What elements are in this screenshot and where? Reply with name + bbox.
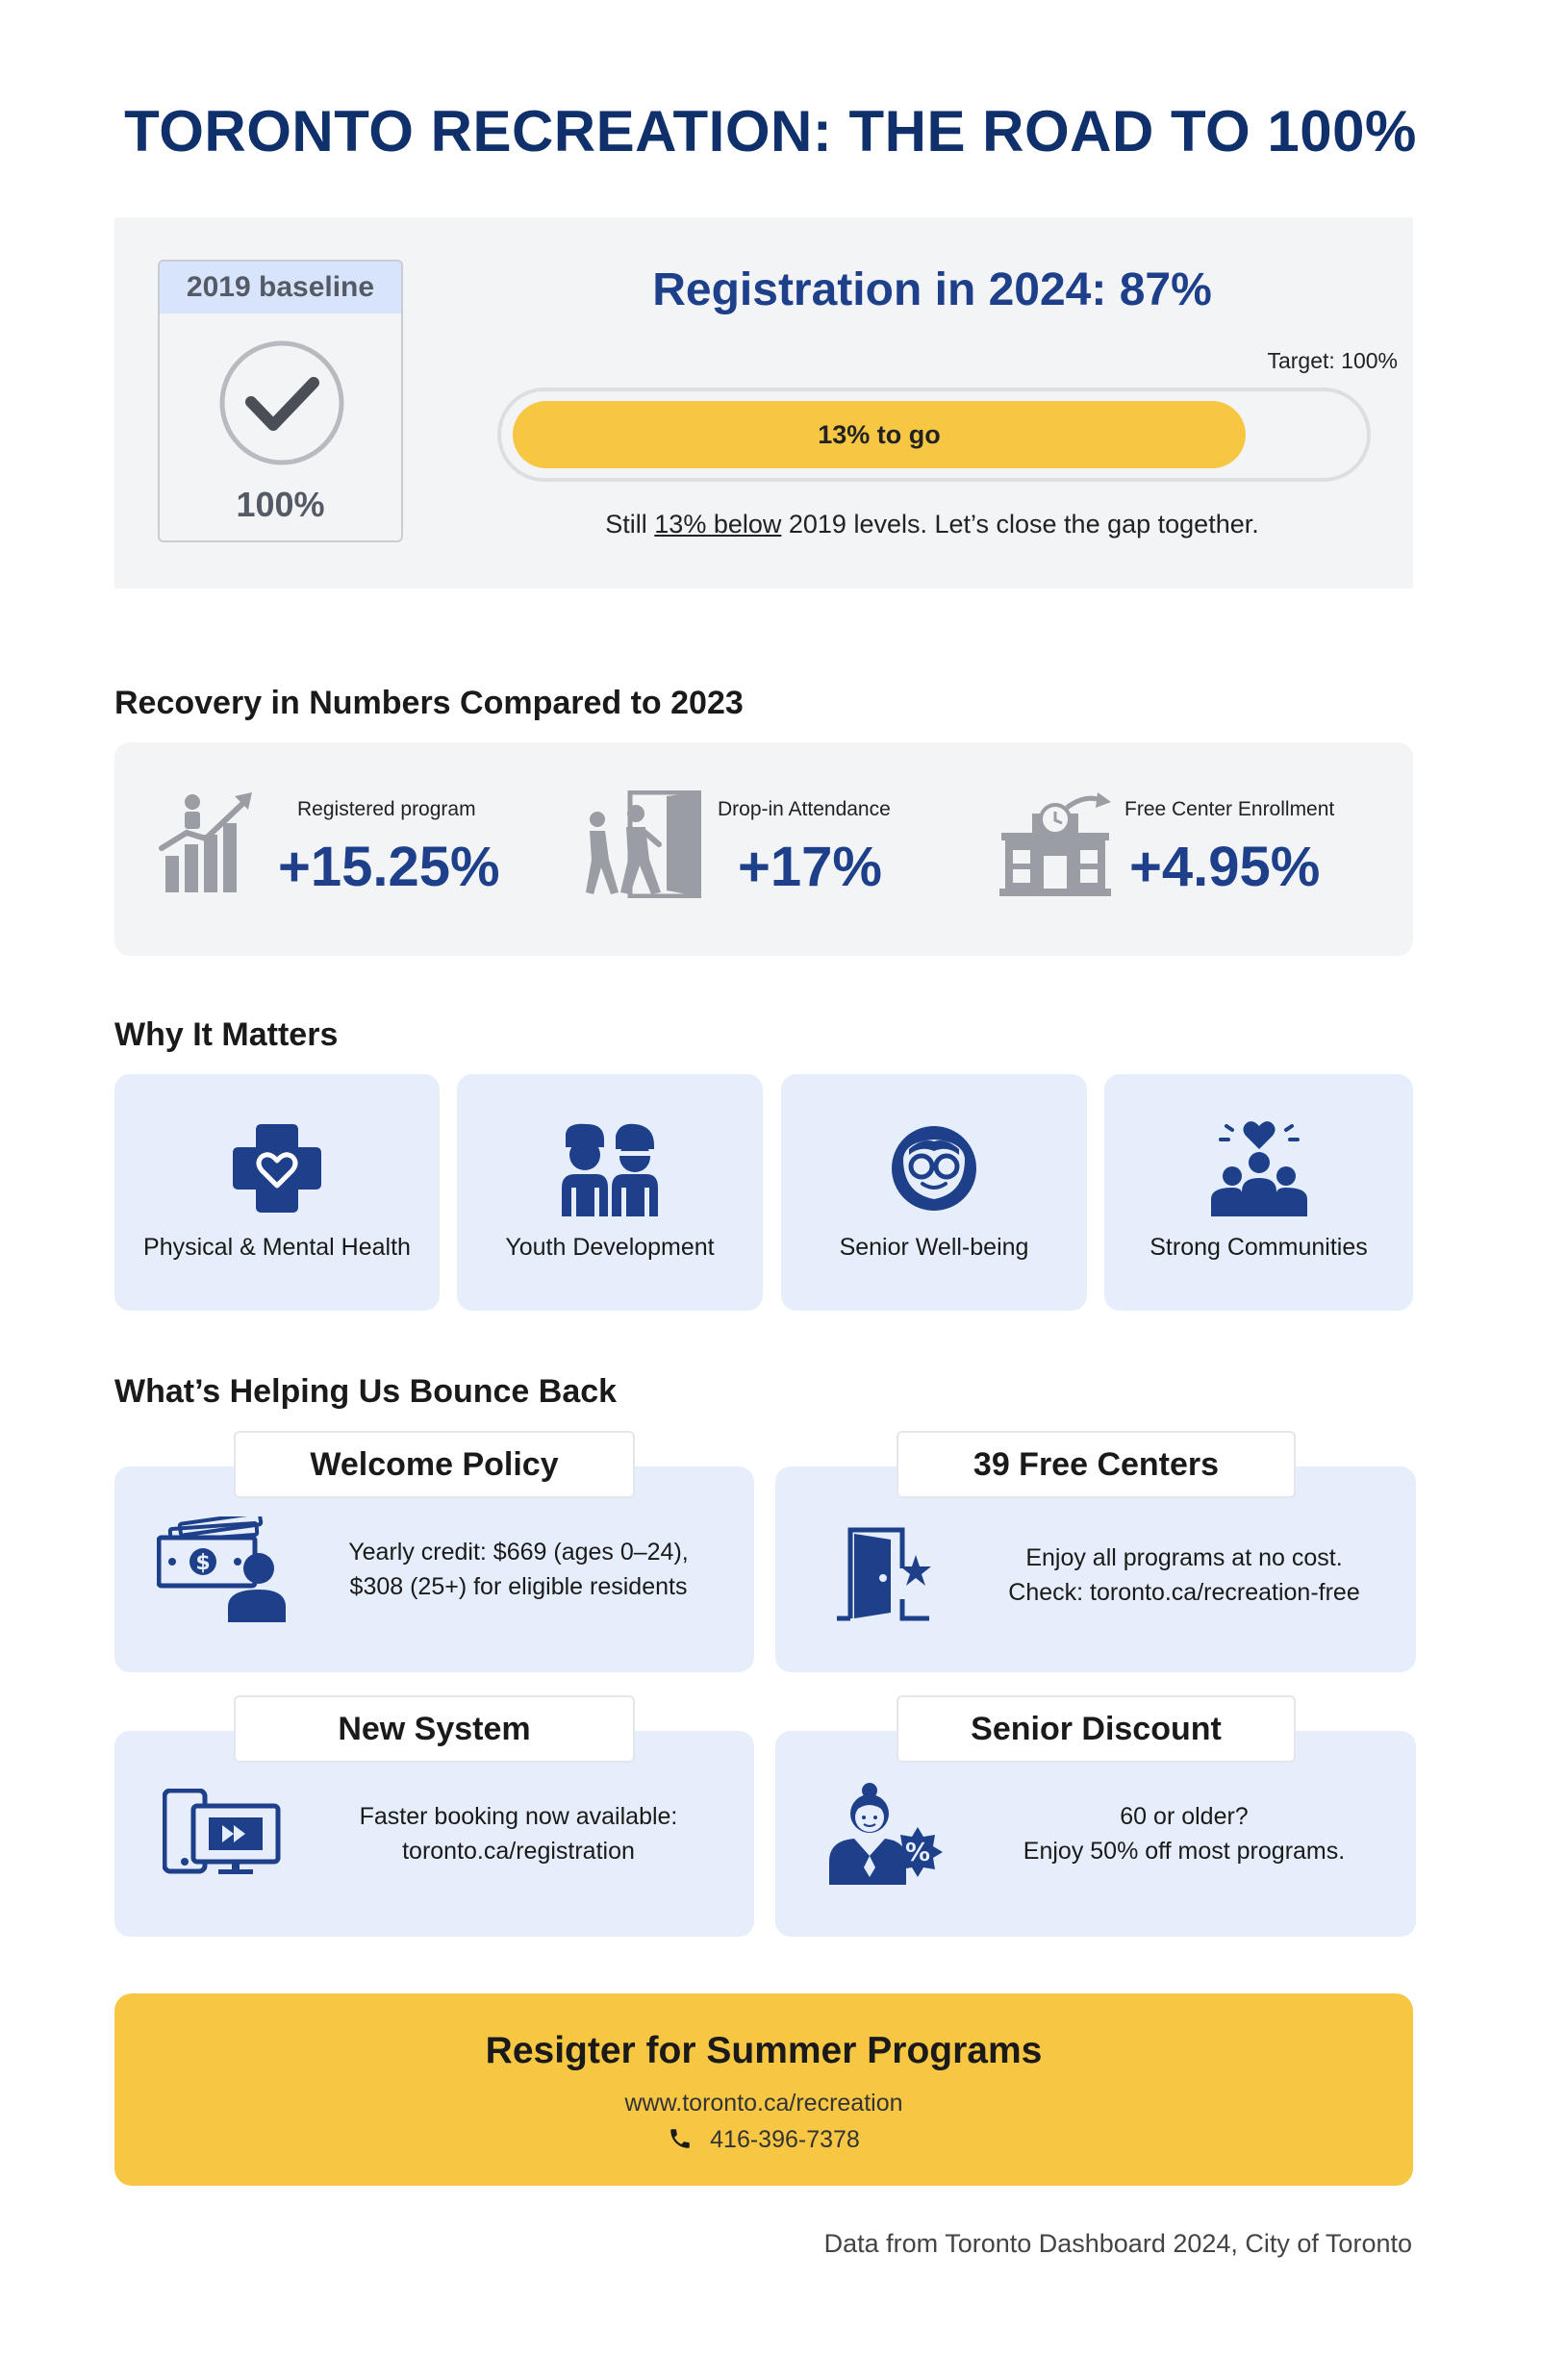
help-text bbox=[968, 1799, 1401, 1868]
senior-face-icon bbox=[886, 1120, 982, 1216]
stat-value: +17% bbox=[738, 836, 882, 898]
stat-registered-program bbox=[158, 742, 543, 956]
stat-drop-in-attendance bbox=[576, 742, 961, 956]
stat-label: Registered program bbox=[297, 798, 476, 820]
recovery-heading: Recovery in Numbers Compared to 2023 bbox=[114, 685, 744, 721]
stat-label: Drop-in Attendance bbox=[718, 798, 891, 820]
registration-panel bbox=[114, 217, 1413, 589]
help-text bbox=[968, 1541, 1401, 1610]
why-label: Senior Well-being bbox=[839, 1234, 1029, 1261]
progress-fill bbox=[513, 401, 1246, 468]
help-text-line: Enjoy all programs at no cost. bbox=[1025, 1544, 1343, 1571]
community-heart-icon bbox=[1209, 1120, 1309, 1220]
cta-phone[interactable] bbox=[114, 2126, 1413, 2154]
svg-text:%: % bbox=[904, 1839, 931, 1867]
progress-label: 13% to go bbox=[818, 420, 941, 449]
help-text-line: Yearly credit: $669 (ages 0–24), bbox=[348, 1539, 689, 1566]
help-tab-free-centers: 39 Free Centers bbox=[897, 1431, 1296, 1498]
help-text-line: $308 (25+) for eligible residents bbox=[349, 1573, 688, 1600]
devices-play-icon bbox=[163, 1789, 282, 1875]
why-card-senior bbox=[781, 1074, 1087, 1311]
gap-note bbox=[490, 510, 1375, 539]
checkmark-icon bbox=[217, 338, 346, 467]
baseline-card bbox=[158, 260, 403, 542]
money-person-icon bbox=[157, 1516, 288, 1624]
help-text-line: Enjoy 50% off most programs. bbox=[1023, 1838, 1346, 1865]
why-heading: Why It Matters bbox=[114, 1016, 339, 1053]
svg-text:$: $ bbox=[195, 1551, 211, 1575]
senior-discount-icon bbox=[825, 1781, 945, 1887]
why-card-community bbox=[1104, 1074, 1413, 1311]
help-text-line: Faster booking now available: bbox=[359, 1803, 678, 1830]
register-cta-banner[interactable] bbox=[114, 1993, 1413, 2186]
why-card-health bbox=[114, 1074, 440, 1311]
cta-title: Resigter for Summer Programs bbox=[485, 2030, 1043, 2071]
phone-number: 416-396-7378 bbox=[710, 2126, 860, 2153]
why-card-youth bbox=[457, 1074, 763, 1311]
help-text-line: 60 or older? bbox=[1120, 1803, 1249, 1830]
progress-bar bbox=[497, 388, 1371, 482]
help-text bbox=[316, 1799, 720, 1868]
stat-free-center-enrollment bbox=[998, 742, 1402, 956]
registration-title: Registration in 2024: 87% bbox=[652, 264, 1212, 315]
recovery-panel bbox=[114, 742, 1413, 956]
help-text-line: Check: toronto.ca/recreation-free bbox=[1008, 1579, 1360, 1606]
helping-heading: What’s Helping Us Bounce Back bbox=[114, 1373, 618, 1410]
stat-value: +4.95% bbox=[1129, 836, 1321, 898]
help-text bbox=[316, 1535, 720, 1604]
gap-note-start: Still bbox=[605, 510, 655, 539]
why-label: Strong Communities bbox=[1149, 1234, 1368, 1261]
why-label: Physical & Mental Health bbox=[143, 1234, 411, 1261]
gap-note-end: 2019 levels. Let’s close the gap together. bbox=[781, 510, 1259, 539]
baseline-label: 2019 baseline bbox=[160, 262, 401, 313]
help-tab-senior-discount: Senior Discount bbox=[897, 1695, 1296, 1763]
growth-chart-icon bbox=[158, 789, 254, 894]
why-label: Youth Development bbox=[505, 1234, 715, 1261]
gap-note-emphasis: 13% below bbox=[654, 510, 782, 539]
help-tab-welcome-policy: Welcome Policy bbox=[234, 1431, 635, 1498]
help-text-line: toronto.ca/registration bbox=[402, 1838, 635, 1865]
baseline-value: 100% bbox=[236, 485, 325, 524]
help-tab-new-system: New System bbox=[234, 1695, 635, 1763]
youth-pair-icon bbox=[560, 1120, 660, 1220]
open-door-star-icon bbox=[835, 1526, 931, 1622]
health-cross-heart-icon bbox=[229, 1120, 325, 1216]
cta-url-link[interactable]: www.toronto.ca/recreation bbox=[624, 2090, 903, 2117]
walk-in-door-icon bbox=[576, 790, 701, 898]
community-center-icon bbox=[998, 792, 1113, 898]
page-title: TORONTO RECREATION: THE ROAD TO 100% bbox=[124, 99, 1417, 163]
target-label: Target: 100% bbox=[1267, 348, 1398, 373]
data-source-note: Data from Toronto Dashboard 2024, City of Toronto bbox=[823, 2229, 1412, 2258]
phone-icon bbox=[668, 2126, 693, 2151]
stat-label: Free Center Enrollment bbox=[1124, 798, 1335, 820]
stat-value: +15.25% bbox=[278, 836, 500, 898]
